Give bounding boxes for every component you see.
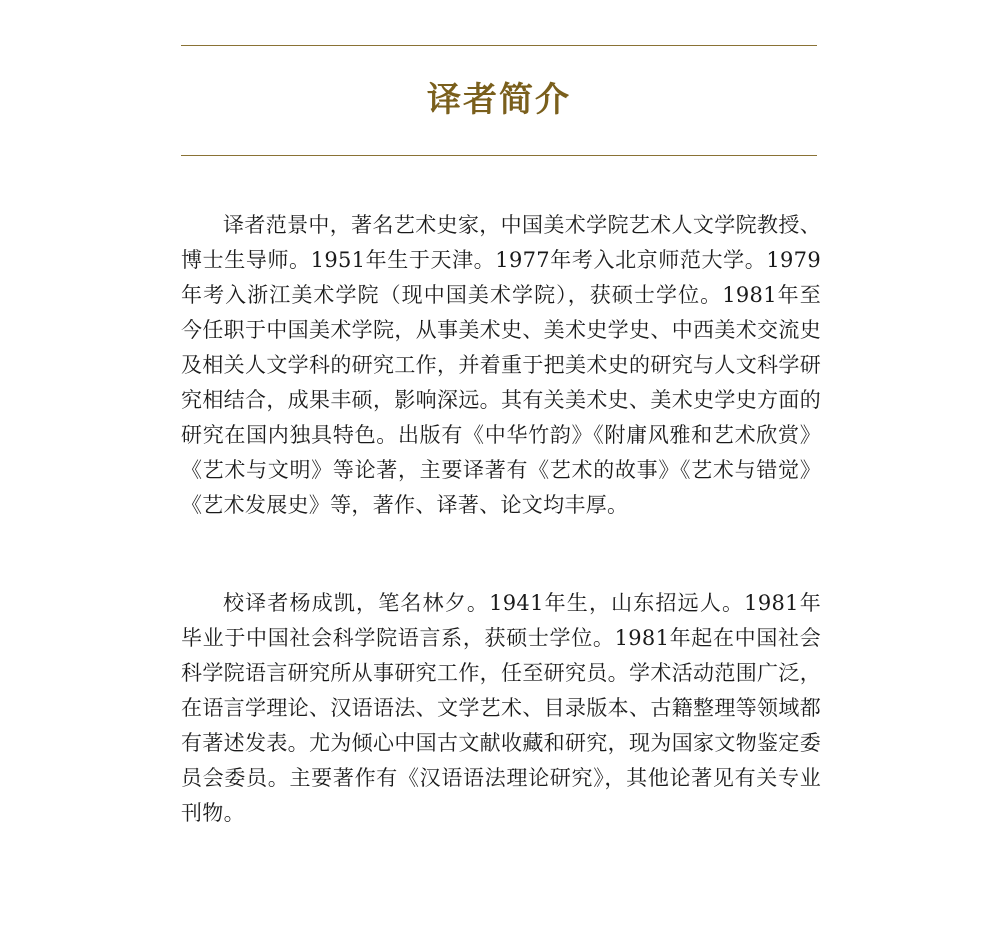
translator-bio-paragraph: 译者范景中，著名艺术史家，中国美术学院艺术人文学院教授、博士生导师。1951年生于天津。1977年考入北京师范大学。1979年考入浙江美术学院（现中国美术学院），获硕士学位。1981年至今任职于中国美术学院，从事美术史、美术史学史、中西美术交流史及相关人文学科的研究工作，并着重于把美术史的研究与人文科学研究相结合，成果丰硕，影响深远。其有关美术史、美术史学史方面的研究在国内独具特色。出版有《中华竹韵》《附庸风雅和艺术欣赏》《艺术与文明》等论著，主要译著有《艺术的故事》《艺术与错觉》《艺术发展史》等，著作、译著、论文均丰厚。: [181, 213, 821, 517]
page-title: 译者简介: [427, 80, 571, 120]
top-divider: [181, 45, 817, 46]
bottom-divider: [181, 155, 817, 156]
proofreader-bio-paragraph: 校译者杨成凯，笔名林夕。1941年生，山东招远人。1981年毕业于中国社会科学院语言系，获硕士学位。1981年起在中国社会科学院语言研究所从事研究工作，任至研究员。学术活动范围广泛，在语言学理论、汉语语法、文学艺术、目录版本、古籍整理等领域都有著述发表。尤为倾心中国古文献收藏和研究，现为国家文物鉴定委员会委员。主要著作有《汉语语法理论研究》，其他论著见有关专业刊物。: [181, 591, 821, 825]
